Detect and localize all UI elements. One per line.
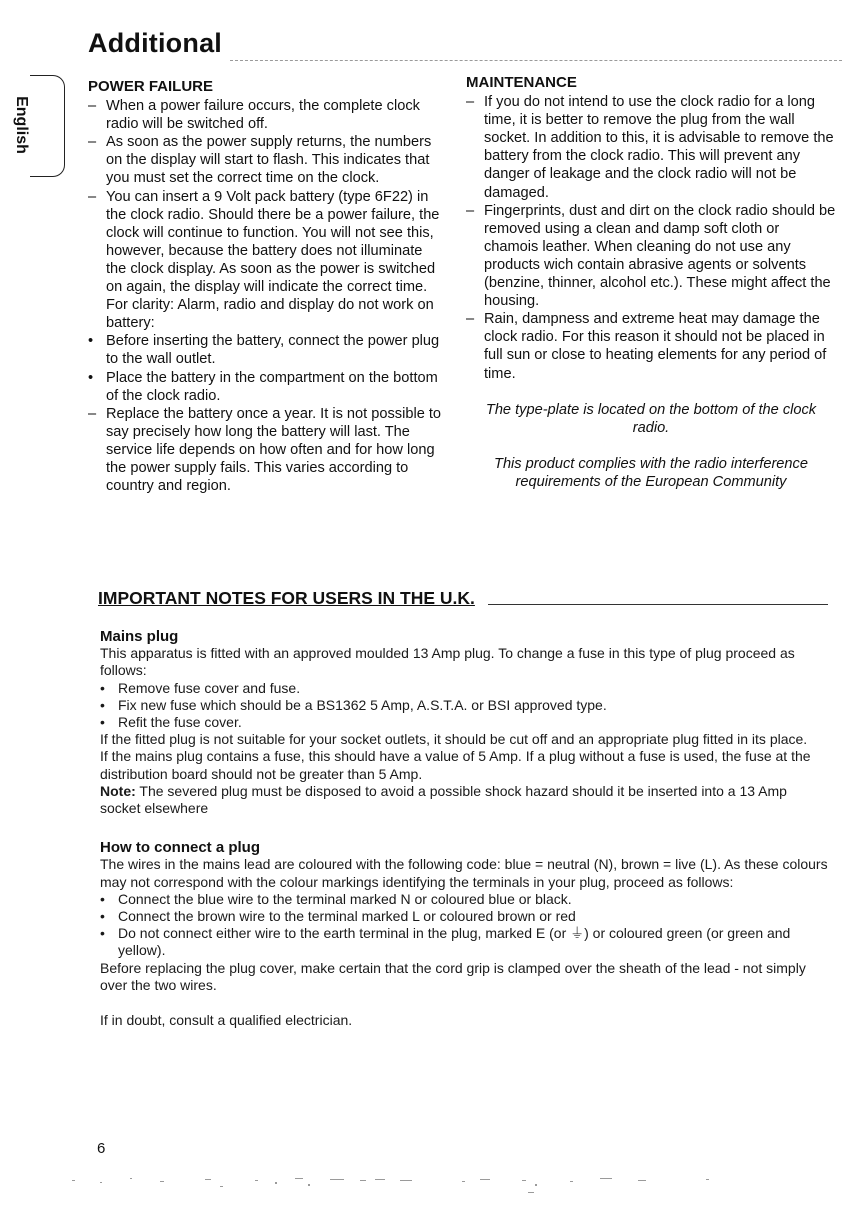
spacer (100, 994, 830, 1012)
list-item (100, 891, 830, 908)
uk-notes-body (100, 628, 830, 1029)
list-item-text: Fingerprints, dust and dirt on the clock radio should be removed using a clean and damp soft cloth or chamois leather. When cleaning do not use any products wich contain abrasive agents or solvents (benzine, thinner, alcohol etc.). These might affect the housing. (484, 202, 836, 310)
list-item (466, 93, 836, 202)
list-marker: • (100, 696, 105, 713)
list-marker: – (88, 188, 97, 205)
list-item-text: You can insert a 9 Volt pack battery (type 6F22) in the clock radio. Should there be a power failure, the clock will continue to function. You will not see this, however, because the battery does not illuminate the clock display. As soon as the power is switched on again, the display will indicate the correct time. For clarity: Alarm, radio and display do not work on battery: (106, 188, 440, 332)
list-marker: • (100, 714, 105, 731)
list-item-text: As soon as the power supply returns, the numbers on the display will start to flash. This indicates that you must set the correct time on the clock. (106, 134, 432, 187)
list-marker: – (466, 311, 475, 328)
list-item-text: Fix new fuse which should be a BS1362 5 Amp, A.S.T.A. or BSI approved type. (118, 696, 607, 713)
uk-notes-divider (488, 604, 828, 605)
list-item (100, 680, 830, 697)
type-plate-note: The type-plate is located on the bottom of the clock radio. (485, 401, 817, 436)
list-item (466, 202, 836, 311)
list-item (100, 908, 830, 925)
list-marker: – (88, 405, 97, 422)
list-marker: • (88, 333, 94, 350)
list-item-text: Rain, dampness and extreme heat may damage the clock radio. For this reason it should not be placed in full sun or close to heating elements for any period of time. (484, 311, 827, 382)
scan-noise (70, 1172, 710, 1202)
consult-electrician-paragraph: If in doubt, consult a qualified electrician. (100, 1012, 353, 1029)
list-item (100, 925, 830, 959)
language-tab-label: English (13, 96, 30, 154)
page-number: 6 (97, 1140, 106, 1157)
list-item-text: Connect the blue wire to the terminal marked N or coloured blue or black. (118, 890, 572, 907)
maintenance-list (466, 93, 836, 383)
list-marker: • (100, 890, 105, 907)
list-marker: – (466, 202, 475, 219)
note-label: Note: (100, 782, 136, 799)
list-item (88, 97, 446, 133)
cord-grip-paragraph: Before replacing the plug cover, make certain that the cord grip is clamped over the sheath of the lead - not simply over the two wires. (100, 959, 806, 993)
page-title: Additional (88, 28, 222, 58)
list-marker: • (88, 369, 94, 386)
list-item-text: If you do not intend to use the clock radio for a long time, it is better to remove the plug from the wall socket. In addition to this, it is advisable to remove the battery from the clock radio. This will prevent any danger of leakage and the clock radio will not be damaged. (484, 94, 834, 201)
mains-plug-heading: Mains plug (100, 628, 179, 645)
list-marker: • (100, 908, 105, 925)
list-item (88, 369, 446, 405)
list-item (88, 332, 446, 368)
spacer (100, 817, 830, 839)
list-item-text: Before inserting the battery, connect the power plug to the wall outlet. (106, 333, 440, 368)
power-failure-list (88, 97, 446, 495)
list-marker: – (88, 134, 97, 151)
list-item-text: When a power failure occurs, the complete clock radio will be switched off. (106, 98, 420, 133)
fuse-value-paragraph: If the mains plug contains a fuse, this should have a value of 5 Amp. If a plug without a fuse is used, the fuse at the distribution board should not be greater than 5 Amp. (100, 748, 811, 782)
wiring-steps-list (100, 891, 830, 960)
list-marker: – (88, 98, 97, 115)
list-item-text: Place the battery in the compartment on the bottom of the clock radio. (106, 369, 438, 404)
maintenance-section (466, 74, 836, 491)
connect-plug-heading: How to connect a plug (100, 839, 260, 857)
list-item (88, 405, 446, 495)
power-failure-heading: POWER FAILURE (88, 78, 214, 95)
list-item (88, 133, 446, 187)
fuse-steps-list (100, 680, 830, 732)
mains-plug-intro: This apparatus is fitted with an approved moulded 13 Amp plug. To change a fuse in this type of plug proceed as follows: (100, 645, 795, 679)
list-item-text: Do not connect either wire to the earth terminal in the plug, marked E (or ⏚) or coloured green (or green and yellow). (118, 925, 791, 959)
language-tab (30, 75, 65, 177)
list-marker: – (466, 94, 475, 111)
compliance-note: This product complies with the radio interference requirements of the European Community (494, 455, 808, 490)
list-marker: • (100, 679, 105, 696)
list-item-text: Connect the brown wire to the terminal marked L or coloured brown or red (118, 908, 576, 925)
list-item-text: Remove fuse cover and fuse. (118, 679, 301, 696)
uk-notes-heading: IMPORTANT NOTES FOR USERS IN THE U.K. (98, 588, 475, 608)
note-text: The severed plug must be disposed to avoid a possible shock hazard should it be inserted into a 13 Amp socket elsewhere (100, 782, 787, 817)
list-item-text: Replace the battery once a year. It is not possible to say precisely how long the battery will last. The service life depends on how often and for how long the power supply fails. This varies according to country and region. (106, 405, 442, 495)
list-item (100, 714, 830, 731)
list-item-text: Refit the fuse cover. (118, 714, 242, 731)
list-item (88, 188, 446, 333)
title-divider (230, 60, 842, 61)
plug-unsuitable-paragraph: If the fitted plug is not suitable for your socket outlets, it should be cut off and an appropriate plug fitted in its place. (100, 731, 808, 748)
power-failure-section (88, 78, 446, 495)
maintenance-heading: MAINTENANCE (466, 74, 577, 91)
connect-plug-intro: The wires in the mains lead are coloured with the following code: blue = neutral (N), brown = live (L). As these colours may not correspond with the colour markings identifying the terminals in your plug, proceed as follows: (100, 856, 828, 890)
list-marker: • (100, 925, 105, 942)
severed-plug-note (100, 783, 830, 817)
list-item (100, 697, 830, 714)
list-item (466, 310, 836, 382)
